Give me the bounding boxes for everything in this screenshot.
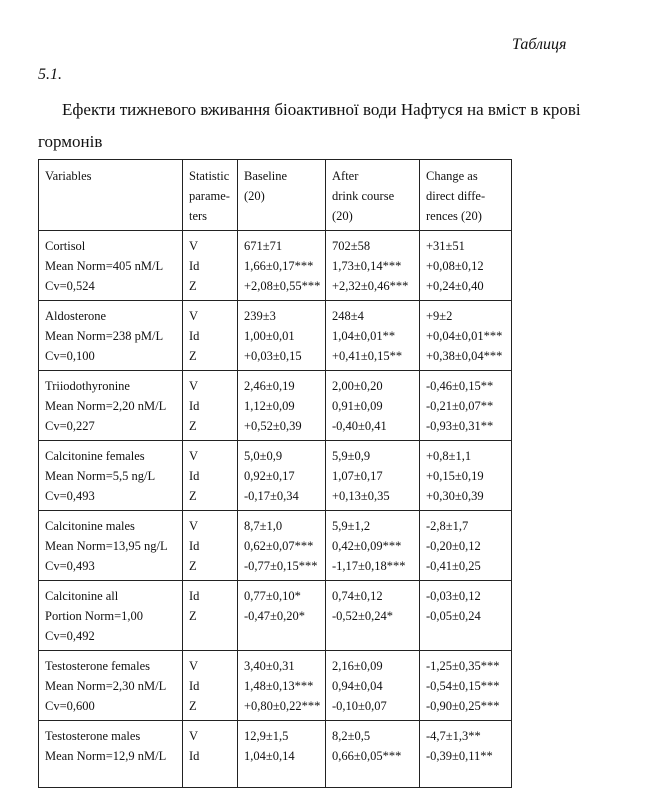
- change-value: +0,08±0,12: [426, 259, 484, 273]
- variable-value: Cv=0,492: [45, 629, 95, 643]
- cell-baseline: [238, 231, 326, 301]
- cell-after: [326, 301, 420, 371]
- change-value: -1,25±0,35***: [426, 659, 500, 673]
- table-row: [39, 441, 512, 511]
- after-value: -0,52±0,24*: [332, 609, 394, 623]
- variable-value: Aldosterone: [45, 309, 107, 323]
- after-value: 702±58: [332, 239, 371, 253]
- baseline-value: 1,04±0,14: [244, 749, 295, 763]
- change-value: -0,20±0,12: [426, 539, 481, 553]
- after-value: -1,17±0,18***: [332, 559, 406, 573]
- cell-variable: [39, 511, 183, 581]
- variable-value: Calcitonine females: [45, 449, 145, 463]
- after-value: +2,32±0,46***: [332, 279, 409, 293]
- cell-change: [420, 651, 512, 721]
- params-value: V: [189, 309, 199, 323]
- cell-variable: [39, 721, 183, 788]
- variable-value: Mean Norm=2,30 nM/L: [45, 679, 167, 693]
- params-value: V: [189, 659, 199, 673]
- cell-params: [183, 301, 238, 371]
- variable-value: Cv=0,524: [45, 279, 95, 293]
- baseline-value: 8,7±1,0: [244, 519, 283, 533]
- baseline-value: +2,08±0,55***: [244, 279, 321, 293]
- cell-baseline: [238, 581, 326, 651]
- column-header-after-drink-course: [326, 160, 420, 231]
- change-value: -0,39±0,11**: [426, 749, 493, 763]
- cell-after: [326, 651, 420, 721]
- change-value: +0,15±0,19: [426, 469, 484, 483]
- column-header-baseline: [238, 160, 326, 231]
- baseline-value: -0,77±0,15***: [244, 559, 318, 573]
- after-value: +0,41±0,15**: [332, 349, 403, 363]
- change-value: -0,46±0,15**: [426, 379, 494, 393]
- header-text-line: ters: [189, 209, 208, 223]
- after-value: 5,9±1,2: [332, 519, 371, 533]
- after-value: 1,07±0,17: [332, 469, 383, 483]
- baseline-value: 12,9±1,5: [244, 729, 289, 743]
- header-text-line: (20): [332, 209, 353, 223]
- cell-baseline: [238, 371, 326, 441]
- variable-value: Testosterone males: [45, 729, 141, 743]
- after-value: 1,04±0,01**: [332, 329, 396, 343]
- header-text-line: Statistic: [189, 169, 230, 183]
- baseline-value: -0,47±0,20*: [244, 609, 306, 623]
- variable-value: Cv=0,600: [45, 699, 95, 713]
- baseline-value: +0,03±0,15: [244, 349, 302, 363]
- change-value: -0,03±0,12: [426, 589, 481, 603]
- table-row: [39, 651, 512, 721]
- table-title-line1: Ефекти тижневого вживання біоактивної води Нафтуся на вміст в крові: [62, 100, 581, 119]
- after-value: 0,94±0,04: [332, 679, 383, 693]
- baseline-value: 1,00±0,01: [244, 329, 295, 343]
- cell-variable: [39, 371, 183, 441]
- cell-params: [183, 231, 238, 301]
- change-value: -0,41±0,25: [426, 559, 481, 573]
- cell-params: [183, 651, 238, 721]
- cell-change: [420, 581, 512, 651]
- cell-baseline: [238, 651, 326, 721]
- cell-baseline: [238, 301, 326, 371]
- after-value: 5,9±0,9: [332, 449, 371, 463]
- params-value: Id: [189, 469, 200, 483]
- baseline-value: 1,48±0,13***: [244, 679, 314, 693]
- variable-value: Calcitonine all: [45, 589, 119, 603]
- after-value: 2,16±0,09: [332, 659, 383, 673]
- params-value: Z: [189, 699, 197, 713]
- params-value: Id: [189, 539, 200, 553]
- cell-change: [420, 371, 512, 441]
- baseline-value: 671±71: [244, 239, 283, 253]
- cell-variable: [39, 651, 183, 721]
- cell-after: [326, 231, 420, 301]
- header-text-line: Change as: [426, 169, 478, 183]
- table-header-row: [39, 160, 512, 231]
- after-value: 0,91±0,09: [332, 399, 383, 413]
- header-text-line: (20): [244, 189, 265, 203]
- cell-change: [420, 231, 512, 301]
- after-value: +0,13±0,35: [332, 489, 390, 503]
- cell-after: [326, 581, 420, 651]
- cell-params: [183, 371, 238, 441]
- hormones-table: [38, 159, 512, 788]
- params-value: Z: [189, 489, 197, 503]
- cell-after: [326, 721, 420, 788]
- params-value: Id: [189, 589, 200, 603]
- table-row: [39, 231, 512, 301]
- variable-value: Mean Norm=13,95 ng/L: [45, 539, 168, 553]
- after-value: 8,2±0,5: [332, 729, 371, 743]
- params-value: Z: [189, 419, 197, 433]
- variable-value: Triiodothyronine: [45, 379, 130, 393]
- after-value: 1,73±0,14***: [332, 259, 402, 273]
- variable-value: Cortisol: [45, 239, 86, 253]
- cell-change: [420, 721, 512, 788]
- variable-value: Cv=0,100: [45, 349, 95, 363]
- params-value: Z: [189, 349, 197, 363]
- table-caption-label: Таблиця: [512, 36, 567, 53]
- after-value: -0,40±0,41: [332, 419, 387, 433]
- baseline-value: -0,17±0,34: [244, 489, 299, 503]
- baseline-value: 0,62±0,07***: [244, 539, 314, 553]
- table-title-line2: гормонів: [38, 132, 103, 151]
- params-value: V: [189, 379, 199, 393]
- params-value: Id: [189, 749, 200, 763]
- header-text-line: direct diffe-: [426, 189, 486, 203]
- baseline-value: 0,77±0,10*: [244, 589, 301, 603]
- cell-change: [420, 441, 512, 511]
- cell-variable: [39, 441, 183, 511]
- header-text-line: After: [332, 169, 359, 183]
- params-value: Id: [189, 259, 200, 273]
- baseline-value: 2,46±0,19: [244, 379, 295, 393]
- params-value: Z: [189, 559, 197, 573]
- cell-baseline: [238, 721, 326, 788]
- variable-value: Cv=0,493: [45, 489, 95, 503]
- after-value: 0,42±0,09***: [332, 539, 402, 553]
- params-value: Z: [189, 279, 197, 293]
- table-row: [39, 511, 512, 581]
- baseline-value: 0,92±0,17: [244, 469, 295, 483]
- column-header-change: [420, 160, 512, 231]
- after-value: 0,66±0,05***: [332, 749, 402, 763]
- params-value: Id: [189, 329, 200, 343]
- cell-after: [326, 511, 420, 581]
- table-caption-number: 5.1.: [38, 66, 62, 83]
- change-value: +0,30±0,39: [426, 489, 484, 503]
- cell-after: [326, 371, 420, 441]
- table-row: [39, 371, 512, 441]
- baseline-value: 5,0±0,9: [244, 449, 283, 463]
- variable-value: Portion Norm=1,00: [45, 609, 144, 623]
- variable-value: Calcitonine males: [45, 519, 135, 533]
- change-value: -4,7±1,3**: [426, 729, 481, 743]
- change-value: +0,38±0,04***: [426, 349, 503, 363]
- change-value: +9±2: [426, 309, 453, 323]
- baseline-value: +0,80±0,22***: [244, 699, 321, 713]
- header-text-line: rences (20): [426, 209, 482, 223]
- params-value: V: [189, 239, 199, 253]
- column-header-variables: [39, 160, 183, 231]
- variable-value: Mean Norm=12,9 nM/L: [45, 749, 167, 763]
- cell-params: [183, 581, 238, 651]
- change-value: -0,05±0,24: [426, 609, 481, 623]
- cell-change: [420, 511, 512, 581]
- change-value: -2,8±1,7: [426, 519, 469, 533]
- header-text-line: Variables: [45, 169, 92, 183]
- change-value: +0,8±1,1: [426, 449, 472, 463]
- params-value: Id: [189, 679, 200, 693]
- variable-value: Mean Norm=2,20 nM/L: [45, 399, 167, 413]
- baseline-value: 239±3: [244, 309, 276, 323]
- cell-change: [420, 301, 512, 371]
- table-row: [39, 721, 512, 788]
- variable-value: Mean Norm=238 pM/L: [45, 329, 164, 343]
- cell-variable: [39, 581, 183, 651]
- params-value: Z: [189, 609, 197, 623]
- baseline-value: 1,66±0,17***: [244, 259, 314, 273]
- baseline-value: 3,40±0,31: [244, 659, 295, 673]
- cell-baseline: [238, 511, 326, 581]
- variable-value: Mean Norm=405 nM/L: [45, 259, 164, 273]
- change-value: -0,54±0,15***: [426, 679, 500, 693]
- change-value: -0,93±0,31**: [426, 419, 494, 433]
- after-value: -0,10±0,07: [332, 699, 387, 713]
- variable-value: Cv=0,227: [45, 419, 95, 433]
- cell-variable: [39, 301, 183, 371]
- params-value: Id: [189, 399, 200, 413]
- change-value: +0,24±0,40: [426, 279, 484, 293]
- variable-value: Cv=0,493: [45, 559, 95, 573]
- change-value: +31±51: [426, 239, 465, 253]
- variable-value: Testosterone females: [45, 659, 150, 673]
- cell-after: [326, 441, 420, 511]
- baseline-value: 1,12±0,09: [244, 399, 295, 413]
- params-value: V: [189, 729, 199, 743]
- header-text-line: drink course: [332, 189, 395, 203]
- change-value: +0,04±0,01***: [426, 329, 503, 343]
- column-header-statistic-parameters: [183, 160, 238, 231]
- cell-variable: [39, 231, 183, 301]
- cell-params: [183, 511, 238, 581]
- after-value: 2,00±0,20: [332, 379, 383, 393]
- baseline-value: +0,52±0,39: [244, 419, 302, 433]
- after-value: 248±4: [332, 309, 364, 323]
- table-row: [39, 581, 512, 651]
- header-text-line: parame-: [189, 189, 230, 203]
- change-value: -0,90±0,25***: [426, 699, 500, 713]
- table-row: [39, 301, 512, 371]
- params-value: V: [189, 449, 199, 463]
- change-value: -0,21±0,07**: [426, 399, 494, 413]
- cell-params: [183, 721, 238, 788]
- header-text-line: Baseline: [244, 169, 288, 183]
- cell-baseline: [238, 441, 326, 511]
- variable-value: Mean Norm=5,5 ng/L: [45, 469, 156, 483]
- after-value: 0,74±0,12: [332, 589, 383, 603]
- cell-params: [183, 441, 238, 511]
- params-value: V: [189, 519, 199, 533]
